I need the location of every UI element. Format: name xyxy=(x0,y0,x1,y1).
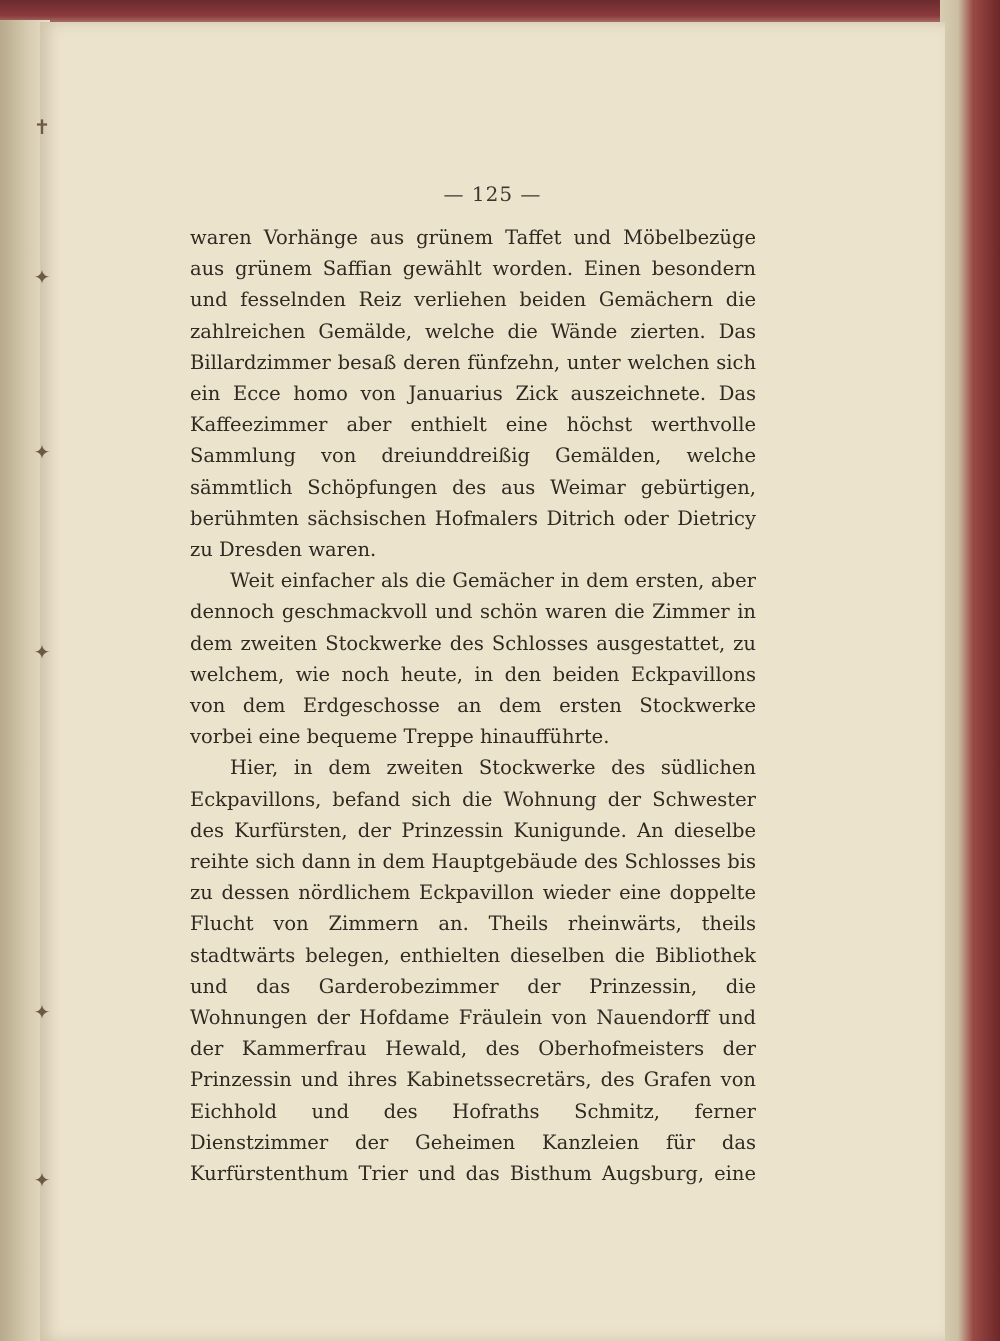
binding-stitch-icon: ✦ xyxy=(33,440,51,464)
book-page xyxy=(40,22,945,1341)
paragraph: Weit einfacher als die Gemächer in dem ersten, aber dennoch geschmackvoll und schön waren die Zimmer in dem zweiten Stockwerke des Schlosses ausgestattet, zu welchem, wie noch heute, in den beiden Eckpavillons von dem Erdgeschosse an dem ersten Stockwerke vorbei eine bequeme Treppe hinaufführte. xyxy=(190,569,756,749)
binding-stitch-icon: ✦ xyxy=(33,265,51,289)
book-cover-right-edge xyxy=(940,0,1000,1341)
paragraph: waren Vorhänge aus grünem Taffet und Möbelbezüge aus grünem Saffian gewählt worden. Einen besondern und fesselnden Reiz verliehen beiden Gemächern die zahlreichen Gemälde, welche die Wände zierten. Das Billardzimmer besaß deren fünfzehn, unter welchen sich ein Ecce homo von Januarius Zick auszeichnete. Das Kaffeezimmer aber enthielt eine höchst werthvolle Sammlung von dreiunddreißig Gemälden, welche sämmtlich Schöpfungen des aus Weimar gebürtigen, berühmten sächsischen Hofmalers Ditrich oder Dietricy zu Dresden waren. xyxy=(190,226,756,562)
binding-stitch-icon: ✝ xyxy=(33,115,51,139)
page-text xyxy=(190,222,756,1189)
binding-stitch-icon: ✦ xyxy=(33,1168,51,1192)
page-number: — 125 — xyxy=(443,182,542,206)
paragraph: Hier, in dem zweiten Stockwerke des südlichen Eckpavillons, befand sich die Wohnung der Schwester des Kurfürsten, der Prinzessin Kunigunde. An dieselbe reihte sich dann in dem Hauptgebäude des Schlosses bis zu dessen nördlichem Eckpavillon wieder eine doppelte Flucht von Zimmern an. Theils rheinwärts, theils stadtwärts belegen, enthielten dieselben die Bibliothek und das Garderobezimmer der Prinzessin, die Wohnungen der Hofdame Fräulein von Nauendorff und der Kammerfrau Hewald, des Oberhofmeisters der Prinzessin und ihres Kabinetssecretärs, des Grafen von Eichhold und des Hofraths Schmitz, ferner Dienstzimmer der Geheimen Kanzleien für das Kurfürstenthum Trier und das Bisthum Augsburg, eine xyxy=(190,756,756,1186)
binding-stitch-icon: ✦ xyxy=(33,1000,51,1024)
binding-stitch-icon: ✦ xyxy=(33,640,51,664)
